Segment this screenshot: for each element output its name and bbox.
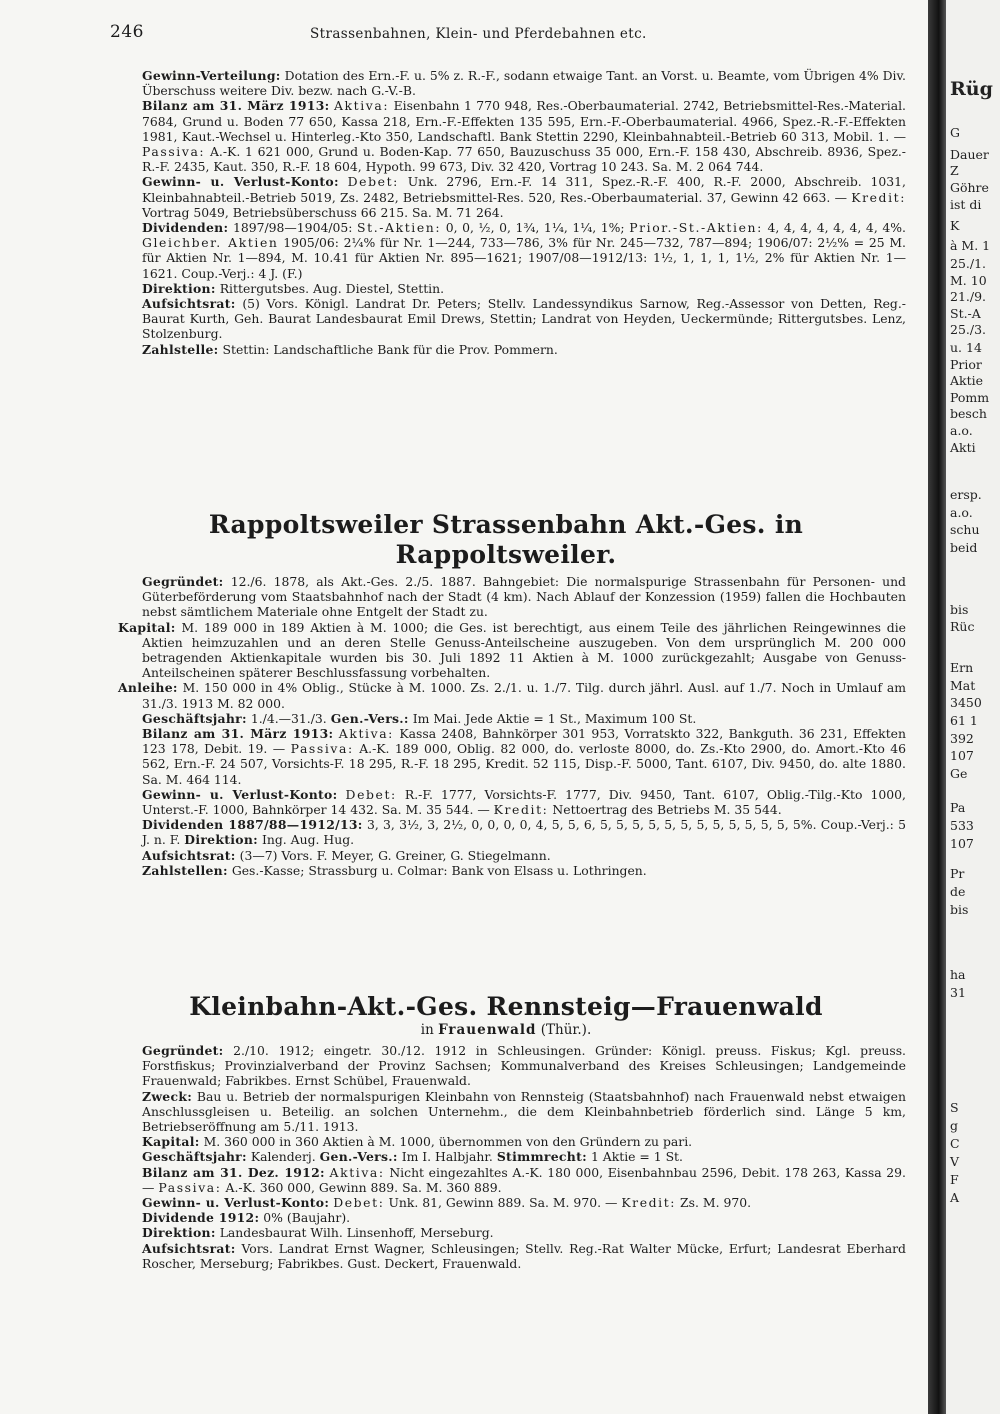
dividenden: Dividenden 1887/88—1912/13: 3, 3, 3½, 3, 2½, 0, 0, 0, 0, 4, 5, 5, 6, 5, 5, 5, 5, 5, 5, 5, 5, 5, 5, 5, 5, 5%. Coup.-Verj.: 5 J. n. F. Direktion: Ing. Aug. Hug. — [142, 817, 906, 848]
entry-previous-company — [106, 68, 906, 357]
dividende: Dividende 1912: 0% (Baujahr). — [142, 1210, 351, 1226]
company-location: in Frauenwald (Thür.). — [420, 1022, 592, 1038]
adjacent-page-fragment: Prior — [950, 357, 982, 372]
gegruendet: Gegründet: 12./6. 1878, als Akt.-Ges. 2./5. 1887. Bahngebiet: Die normalspurige Strassenbahn für Personen- und Güterbeförderung vom Staatsbahnhof nach der Stadt (4 km). Nach Ablauf der Konzession (1959) fallen die Hochbauten nebst sämtlichem Materiale ohne Entgelt der Stadt zu. — [142, 574, 906, 620]
adjacent-page-fragment: ist di — [950, 197, 982, 212]
adjacent-page-fragment: schu — [950, 522, 980, 537]
adjacent-page-fragment: 61 1 — [950, 713, 978, 728]
adjacent-page-edge — [946, 0, 1000, 1414]
adjacent-page-fragment: C — [950, 1136, 960, 1151]
company-title: Kleinbahn-Akt.-Ges. Rennsteig—Frauenwald — [189, 992, 823, 1021]
direktion: Direktion: Rittergutsbes. Aug. Diestel, Stettin. — [142, 280, 445, 296]
aufsichtsrat: Aufsichtsrat: (3—7) Vors. F. Meyer, G. Greiner, G. Stiegelmann. — [142, 847, 551, 863]
adjacent-page-fragment: F — [950, 1172, 959, 1187]
adjacent-page-fragment: Z — [950, 163, 959, 178]
bilanz: Bilanz am 31. März 1913: Aktiva: Kassa 2408, Bahnkörper 301 953, Vorratskto 322, Bankguth. 36 231, Effekten 123 178, Debit. 19. — Passiva: A.-K. 189 000, Oblig. 82 000, do. verloste 8000, do. Zs.-Kto 2900, do. Amort.-Kto 46 562, Ern.-F. 24 507, Vorsichts-F. 18 295, R.-F. 18 295, Kredit. 52 115, Disp.-F. 5000, Tant. 6107, Div. 9450, do. alte 1880. Sa. M. 464 114. — [142, 726, 906, 787]
bilanz: Bilanz am 31. März 1913: Aktiva: Eisenbahn 1 770 948, Res.-Oberbaumaterial. 2742, Betriebsmittel-Res.-Material. 7684, Grund u. Boden 77 650, Kassa 218, Ern.-F.-Effekten 135 595, Ern.-F.-Oberbaumaterial. 4966, Spez.-R.-F.-Effekten 1981, Kaut.-Wechsel u. Hinterleg.-Kto 350, Landschaftl. Bank Stettin 2290, Kleinbahnabteil.-Betrieb 60 313, Mobil. 1. — Passiva: A.-K. 1 621 000, Grund u. Boden-Kap. 77 650, Bauzuschuss 35 000, Ern.-F. 158 430, Abschreib. 8936, Spez.-R.-F. 2435, Kaut. 350, R.-F. 18 604, Hypoth. 99 673, Div. 32 420, Vortrag 10 243. Sa. M. 2 064 744. — [142, 98, 906, 175]
entry-rennsteig-frauenwald — [106, 992, 906, 1271]
adjacent-page-fragment: 107 — [950, 836, 974, 851]
aufsichtsrat: Aufsichtsrat: (5) Vors. Königl. Landrat Dr. Peters; Stellv. Landessyndikus Sarnow, Reg.-Assessor von Detten, Reg.-Baurat Kurth, Geh. Baurat Landesbaurat Emil Drews, Stettin; Landrat von Heyden, Ueckermünde; Rittergutsbes. Lenz, Stolzenburg. — [142, 296, 906, 342]
adjacent-page-fragment: g — [950, 1118, 959, 1133]
adjacent-page-fragment: 533 — [950, 818, 974, 833]
adjacent-page-fragment: besch — [950, 406, 987, 421]
adjacent-page-fragment: Pr — [950, 866, 965, 881]
adjacent-page-fragment: 3450 — [950, 695, 982, 710]
adjacent-page-fragment: G — [950, 125, 960, 140]
zahlstelle: Zahlstelle: Stettin: Landschaftliche Bank für die Prov. Pommern. — [142, 341, 558, 357]
running-head — [110, 18, 888, 48]
geschaeftsjahr: Geschäftsjahr: Kalenderj. Gen.-Vers.: Im I. Halbjahr. Stimmrecht: 1 Aktie = 1 St. — [142, 1149, 683, 1165]
adjacent-page-fragment: 21./9. — [950, 289, 987, 304]
adjacent-page-fragment: St.-A — [950, 306, 981, 321]
adjacent-page-fragment: 107 — [950, 748, 974, 763]
adjacent-page-fragment: Pomm — [950, 390, 990, 405]
adjacent-page-fragment: Mat — [950, 678, 976, 693]
adjacent-page-fragment: 392 — [950, 731, 974, 746]
company-title: Rappoltsweiler Strassenbahn Akt.-Ges. in Rappoltsweiler. — [208, 510, 804, 569]
adjacent-page-fragment: u. 14 — [950, 340, 982, 355]
entry-rappoltsweiler — [106, 510, 906, 878]
adjacent-page-fragment: Ern — [950, 660, 974, 675]
aufsichtsrat: Aufsichtsrat: Vors. Landrat Ernst Wagner, Schleusingen; Stellv. Reg.-Rat Walter Mücke, Erfurt; Landesrat Eberhard Roscher, Merseburg; Fabrikbes. Gust. Deckert, Frauenwald. — [142, 1240, 906, 1271]
anleihe: Anleihe: M. 150 000 in 4% Oblig., Stücke à M. 1000. Zs. 2./1. u. 1./7. Tilg. durch jährl. Ausl. auf 1./7. Noch in Umlauf am 31./3. 1913 M. 82 000. — [118, 680, 906, 711]
geschaeftsjahr: Geschäftsjahr: 1./4.—31./3. Gen.-Vers.: Im Mai. Jede Aktie = 1 St., Maximum 100 St. — [142, 710, 697, 726]
adjacent-page-fragment: Rüg — [950, 78, 993, 100]
adjacent-page-fragment: 31 — [950, 985, 966, 1000]
zweck: Zweck: Bau u. Betrieb der normalspurigen Kleinbahn von Rennsteig (Staatsbahnhof) nach Frauenwald nebst etwaigen Anschlussgleisen u. Beteilig. an solchen Unternehm., die dem Kleinbahnbetrieb förderlich sind. Länge 5 km, Betriebseröffnung am 5./11. 1913. — [142, 1088, 906, 1135]
adjacent-page-fragment: M. 10 — [950, 273, 987, 288]
bilanz: Bilanz am 31. Dez. 1912: Aktiva: Nicht eingezahltes A.-K. 180 000, Eisenbahnbau 2596, Debit. 178 263, Kassa 29. — Passiva: A.-K. 360 000, Gewinn 889. Sa. M. 360 889. — [142, 1164, 906, 1195]
adjacent-page-fragment: bis — [950, 902, 969, 917]
adjacent-page-fragment: 25./1. — [950, 256, 987, 271]
adjacent-page-fragment: Dauer — [950, 147, 989, 162]
zahlstellen: Zahlstellen: Ges.-Kasse; Strassburg u. Colmar: Bank von Elsass u. Lothringen. — [142, 862, 647, 878]
running-title: Strassenbahnen, Klein- und Pferdebahnen etc. — [310, 26, 647, 42]
adjacent-page-fragment: K — [950, 218, 960, 233]
kapital: Kapital: M. 189 000 in 189 Aktien à M. 1000; die Ges. ist berechtigt, aus einem Teile des jährlichen Reingewinnes die Aktien heimzuzahlen und an deren Stelle Genuss-Anteilscheine auszugeben. Von dem ursprünglich M. 200 000 betragenden Aktienkapitale wurden bis 30. Juli 1892 11 Aktien à M. 1000 zurückgezahlt; Ausgabe von Genuss-Anteilscheinen späterer Beschlussfassung vorbehalten. — [118, 619, 906, 681]
adjacent-page-fragment: Ge — [950, 766, 968, 781]
gewinn-verlust-konto: Gewinn- u. Verlust-Konto: Debet: Unk. 81, Gewinn 889. Sa. M. 970. — Kredit: Zs. M. 970. — [142, 1195, 752, 1211]
adjacent-page-fragment: S — [950, 1100, 959, 1115]
adjacent-page-fragment: a.o. — [950, 505, 973, 520]
book-gutter — [928, 0, 946, 1414]
gegruendet: Gegründet: 2./10. 1912; eingetr. 30./12. 1912 in Schleusingen. Gründer: Königl. preuss. Fiskus; Kgl. preuss. Forstfiskus; Provinzialverband der Provinz Sachsen; Kommunalverband des Kreises Schleusingen; Landgemeinde Frauenwald; Fabrikbes. Ernst Schübel, Frauenwald. — [142, 1043, 906, 1089]
adjacent-page-fragment: bis — [950, 602, 969, 617]
dividenden: Dividenden: 1897/98—1904/05: St.-Aktien: 0, 0, ½, 0, 1¾, 1¼, 1¼, 1%; Prior.-St.-Aktien: 4, 4, 4, 4, 4, 4, 4, 4%. Gleichber. Aktien 1905/06: 2¼% für Nr. 1—244, 733—786, 3% für Nr. 245—732, 787—894; 1906/07: 2½% = 25 M. für Aktien Nr. 1—894, M. 10.41 für Aktien Nr. 895—1621; 1907/08—1912/13: 1½, 1, 1, 1, 1½, 2% für Aktien Nr. 1—1621. Coup.-Verj.: 4 J. (F.) — [142, 220, 906, 281]
adjacent-page-fragment: Rüc — [950, 619, 975, 634]
adjacent-page-fragment: de — [950, 884, 966, 899]
kapital: Kapital: M. 360 000 in 360 Aktien à M. 1000, übernommen von den Gründern zu pari. — [142, 1134, 693, 1150]
adjacent-page-fragment: a.o. — [950, 423, 973, 438]
direktion: Direktion: Landesbaurat Wilh. Linsenhoff, Merseburg. — [142, 1225, 494, 1241]
adjacent-page-fragment: ersp. — [950, 487, 982, 502]
adjacent-page-fragment: Göhre — [950, 180, 989, 195]
gewinn-verlust-konto: Gewinn- u. Verlust-Konto: Debet: Unk. 2796, Ern.-F. 14 311, Spez.-R.-F. 400, R.-F. 2000, Abschreib. 1031, Kleinbahnabteil.-Betrieb 5019, Zs. 2482, Betriebsmittel-Res. 520, Res.-Oberbaumaterial. 37, Gewinn 42 663. — Kredit: Vortrag 5049, Betriebsüberschuss 66 215. Sa. M. 71 264. — [142, 174, 906, 220]
adjacent-page-fragment: beid — [950, 540, 978, 555]
page-number: 246 — [110, 22, 144, 42]
adjacent-page-fragment: Pa — [950, 800, 966, 815]
adjacent-page-fragment: à M. 1 — [950, 238, 991, 253]
adjacent-page-fragment: Akti — [950, 440, 976, 455]
adjacent-page-fragment: V — [950, 1154, 960, 1169]
gewinn-verteilung: Gewinn-Verteilung: Dotation des Ern.-F. u. 5% z. R.-F., sodann etwaige Tant. an Vorst. u. Beamte, vom Übrigen 4% Div. Überschuss weitere Div. bezw. nach G.-V.-B. — [142, 68, 906, 99]
adjacent-page-fragment: 25./3. — [950, 322, 987, 337]
adjacent-page-fragment: A — [950, 1190, 960, 1205]
gewinn-verlust-konto: Gewinn- u. Verlust-Konto: Debet: R.-F. 1777, Vorsichts-F. 1777, Div. 9450, Tant. 6107, Oblig.-Tilg.-Kto 1000, Unterst.-F. 1000, Bahnkörper 14 432. Sa. M. 35 544. — Kredit: Nettoertrag des Betriebs M. 35 544. — [142, 786, 906, 818]
adjacent-page-fragment: Aktie — [950, 373, 984, 388]
adjacent-page-fragment: ha — [950, 967, 966, 982]
